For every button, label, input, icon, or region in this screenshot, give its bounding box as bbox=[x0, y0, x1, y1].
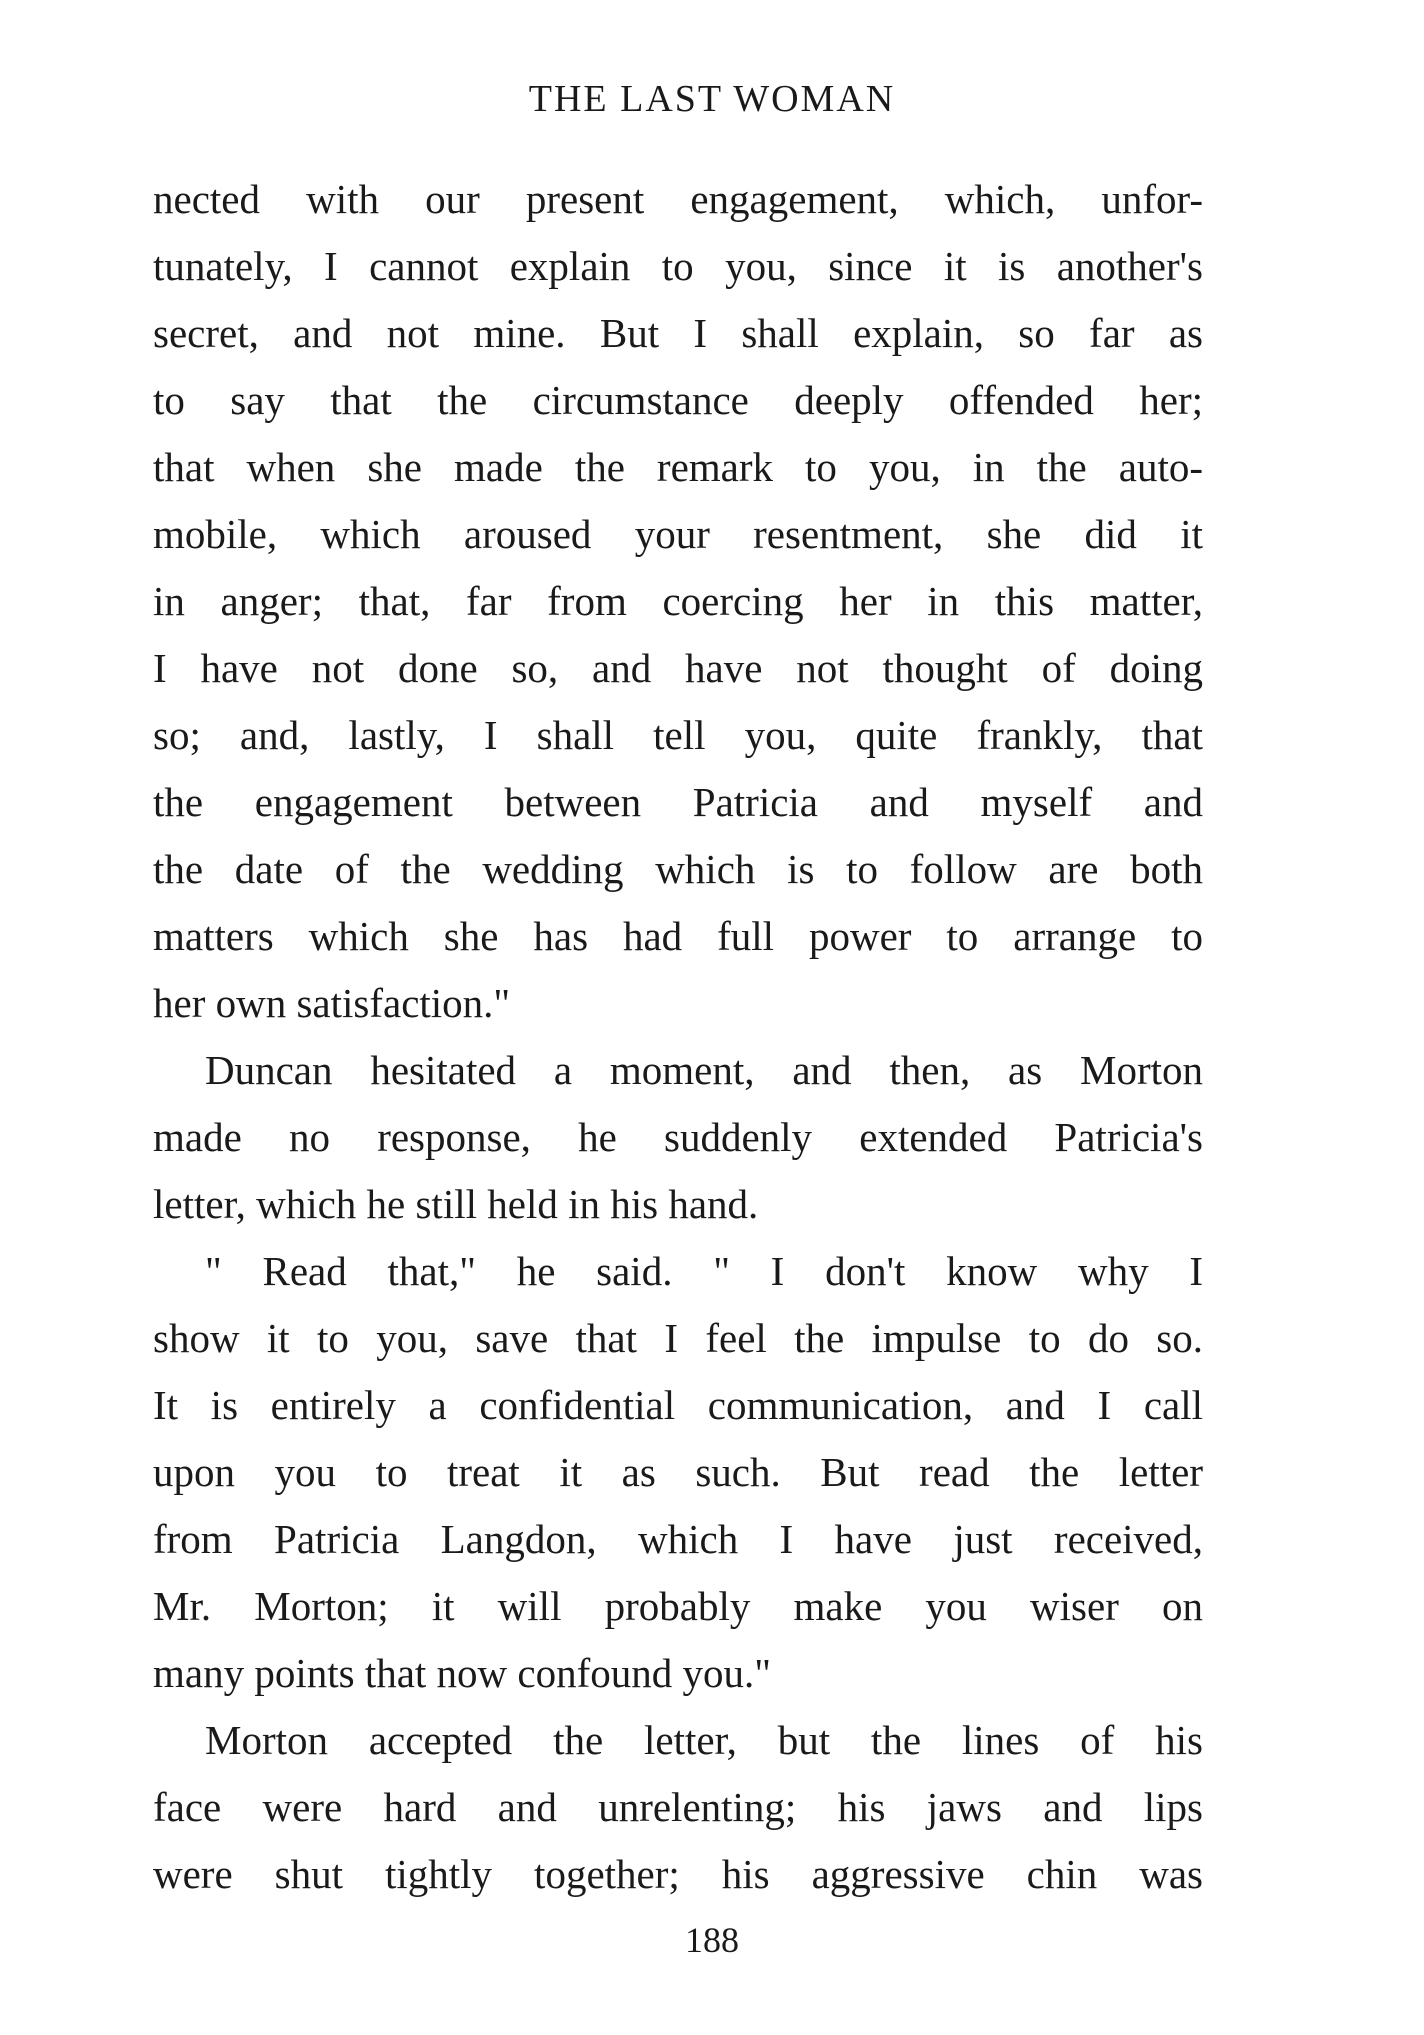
text-line: tunately, I cannot explain to you, since it is another's bbox=[153, 243, 1203, 289]
body-text bbox=[153, 166, 1203, 1908]
text-line: her own satisfaction." bbox=[153, 980, 511, 1026]
text-line: letter, which he still held in his hand. bbox=[153, 1181, 759, 1227]
text-line: mobile, which aroused your resentment, she did it bbox=[153, 511, 1203, 557]
text-line: to say that the circumstance deeply offended her; bbox=[153, 377, 1203, 423]
text-line: show it to you, save that I feel the impulse to do so. bbox=[153, 1315, 1203, 1361]
text-line: secret, and not mine. But I shall explain, so far as bbox=[153, 310, 1203, 356]
text-line: the engagement between Patricia and myself and bbox=[153, 779, 1203, 825]
text-line: face were hard and unrelenting; his jaws and lips bbox=[153, 1784, 1203, 1830]
text-line: so; and, lastly, I shall tell you, quite frankly, that bbox=[153, 712, 1203, 758]
text-line: Duncan hesitated a moment, and then, as Morton bbox=[205, 1047, 1203, 1093]
text-line: the date of the wedding which is to follow are both bbox=[153, 846, 1203, 892]
text-line: " Read that," he said. " I don't know why I bbox=[205, 1248, 1203, 1294]
text-line: matters which she has had full power to arrange to bbox=[153, 913, 1203, 959]
text-line: from Patricia Langdon, which I have just received, bbox=[153, 1516, 1203, 1562]
text-line: upon you to treat it as such. But read the letter bbox=[153, 1449, 1203, 1495]
page-number: 188 bbox=[685, 1920, 739, 1960]
text-line: many points that now confound you." bbox=[153, 1650, 772, 1696]
text-line: Mr. Morton; it will probably make you wiser on bbox=[153, 1583, 1203, 1629]
text-line: that when she made the remark to you, in the auto- bbox=[153, 444, 1203, 490]
text-line: were shut tightly together; his aggressive chin was bbox=[153, 1851, 1203, 1897]
text-line: made no response, he suddenly extended Patricia's bbox=[153, 1114, 1203, 1160]
text-line: I have not done so, and have not thought of doing bbox=[153, 645, 1203, 691]
text-line: It is entirely a confidential communication, and I call bbox=[153, 1382, 1203, 1428]
running-head: THE LAST WOMAN bbox=[528, 78, 896, 120]
text-line: Morton accepted the letter, but the lines of his bbox=[205, 1717, 1203, 1763]
text-line: nected with our present engagement, which, unfor- bbox=[153, 176, 1203, 222]
text-line: in anger; that, far from coercing her in this matter, bbox=[153, 578, 1203, 624]
